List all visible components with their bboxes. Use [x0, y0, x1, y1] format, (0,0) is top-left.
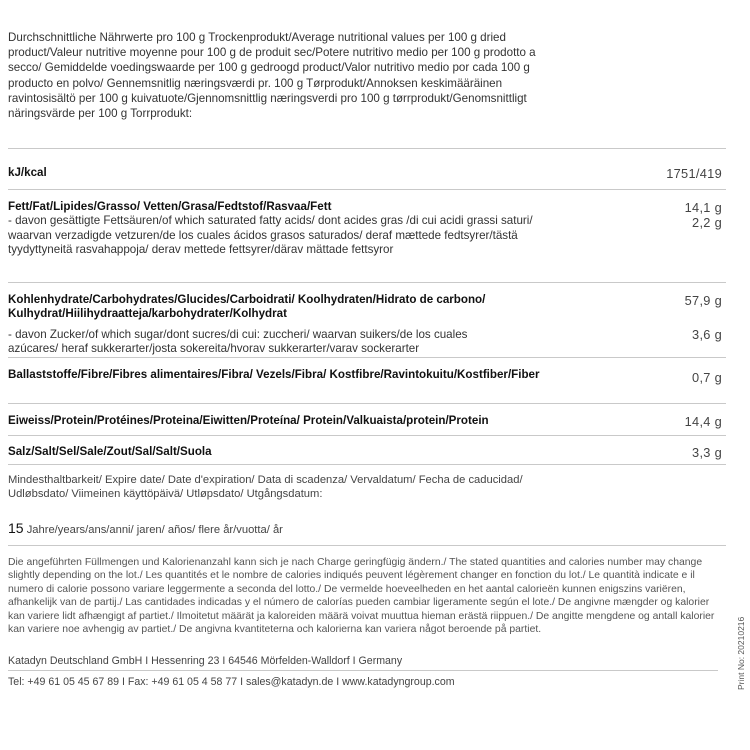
energy-row	[8, 166, 726, 180]
salt-label: Salz/Salt/Sel/Sale/Zout/Sal/Salt/Suola	[8, 445, 212, 458]
shelf-life-units: Jahre/years/ans/anni/ jaren/ años/ flere år/vuotta/ år	[26, 524, 283, 536]
saturated-fat-value: 2,2 g	[692, 215, 722, 230]
divider	[8, 282, 726, 283]
print-number: Print No: 20210216	[736, 616, 746, 690]
sugar-label: - davon Zucker/of which sugar/dont sucres/di cui: zuccheri/ waarvan suikers/de los cuales azúcares/ heraf sukkerarter/josta sokereita/hvorav sukkerarter/varav sockerarter	[8, 327, 468, 356]
shelf-life	[8, 521, 726, 537]
divider	[8, 464, 726, 465]
carbohydrates-row	[8, 293, 726, 357]
salt-value: 3,3 g	[692, 445, 722, 460]
sugar-value: 3,6 g	[692, 327, 722, 342]
company-contact: Tel: +49 61 05 45 67 89 I Fax: +49 61 05 4 58 77 I sales@katadyn.de I www.katadyngroup.com	[8, 676, 455, 688]
fibre-label: Ballaststoffe/Fibre/Fibres alimentaires/Fibra/ Vezels/Fibra/ Kostfibre/Ravintokuitu/Kostfiber/Fiber	[8, 368, 540, 381]
carbohydrates-value: 57,9 g	[684, 293, 722, 308]
divider	[8, 435, 726, 436]
divider	[8, 357, 726, 358]
divider	[8, 545, 726, 546]
fibre-row	[8, 368, 726, 385]
salt-row	[8, 445, 726, 459]
saturated-fat-label: - davon gesättigte Fettsäuren/of which saturated fatty acids/ dont acides gras /di cui acidi grassi saturi/ waarvan verzadigde vetzuren/de los cuales ácidos grasos saturados/ deraf mættede fedtsyrer/tästä tyydyttyneitä rasvahappoja/ derav mettede fettsyrer/därav mättade fettsyror	[8, 214, 533, 257]
protein-value: 14,4 g	[684, 414, 722, 429]
fibre-value: 0,7 g	[692, 370, 722, 385]
divider	[8, 189, 726, 190]
divider	[8, 403, 726, 404]
energy-label: kJ/kcal	[8, 166, 47, 179]
carbohydrates-label: Kohlenhydrate/Carbohydrates/Glucides/Carboidrati/ Koolhydraten/Hidrato de carbono/ Kulhydrat/Hiilihydraatteja/karbohydrater/Kolhydrat	[8, 293, 486, 321]
company-address: Katadyn Deutschland GmbH I Hessenring 23 I 64546 Mörfelden-Walldorf I Germany	[8, 655, 403, 667]
divider	[8, 670, 718, 671]
fat-value: 14,1 g	[684, 200, 722, 215]
expiry-label: Mindesthaltbarkeit/ Expire date/ Date d'expiration/ Data di scadenza/ Vervaldatum/ Fecha de caducidad/ Udløbsdato/ Viimeinen käyttöpäivä/ Utløpsdato/ Utgångsdatum:	[8, 474, 523, 500]
divider	[8, 148, 726, 149]
protein-label: Eiweiss/Protein/Protéines/Proteina/Eiwitten/Proteína/ Protein/Valkuaista/protein/Protein	[8, 414, 489, 427]
intro-text: Durchschnittliche Nährwerte pro 100 g Trockenprodukt/Average nutritional values per 100 g dried product/Valeur nutritive moyenne pour 100 g de produit sec/Potere nutritivo medio per 100 g prodotto a secco/ Gemiddelde voedingswaarde per 100 g gedroogd product/Valor nutritivo medio por cada 100 g producto en polvo/ Gennemsnitlig næringsværdi pr. 100 g Tørprodukt/Annoksen keskimääräinen ravintosisältö per 100 g kuivatuote/Gjennomsnittlig næringsverdi pro 100 g tørrprodukt/Genomsnittligt näringsvärde per 100 g Torrprodukt:	[8, 31, 536, 121]
fat-label: Fett/Fat/Lipides/Grasso/ Vetten/Grasa/Fedtstof/Rasvaa/Fett	[8, 200, 332, 213]
fat-row	[8, 200, 726, 258]
disclaimer-text: Die angeführten Füllmengen und Kalorienanzahl kann sich je nach Charge geringfügig ändern./ The stated quantities and calories number may change slightly depending on the lot./ Les quantités et le nombre de calories indiqués peuvent légèrement changer en fonction du lot./ Le quantità indicate e il numero di calorie possono variare leggermente a seconda del lotto./ De vermelde hoeveelheden en het aantal calorieën kunnen enigszins variëren, afhankelijk van de partij./ Las cantidades indicadas y el número de calorías pueden cambiar ligeramente según el lote./ De angivne mængder og kalorier kan variere lidt afhængigt af partiet./ Ilmoitetut määrät ja kaloreiden määrä voivat muuttua hieman erästä riippuen./ De angitte mengdene og antall kalorier kan variere noe avhengig av partiet./ De angivna kvantiteterna och kalorierna kan variera något beroende på partiet.	[8, 557, 715, 636]
shelf-life-number: 15	[8, 520, 24, 536]
energy-value: 1751/419	[666, 166, 722, 181]
protein-row	[8, 414, 726, 428]
